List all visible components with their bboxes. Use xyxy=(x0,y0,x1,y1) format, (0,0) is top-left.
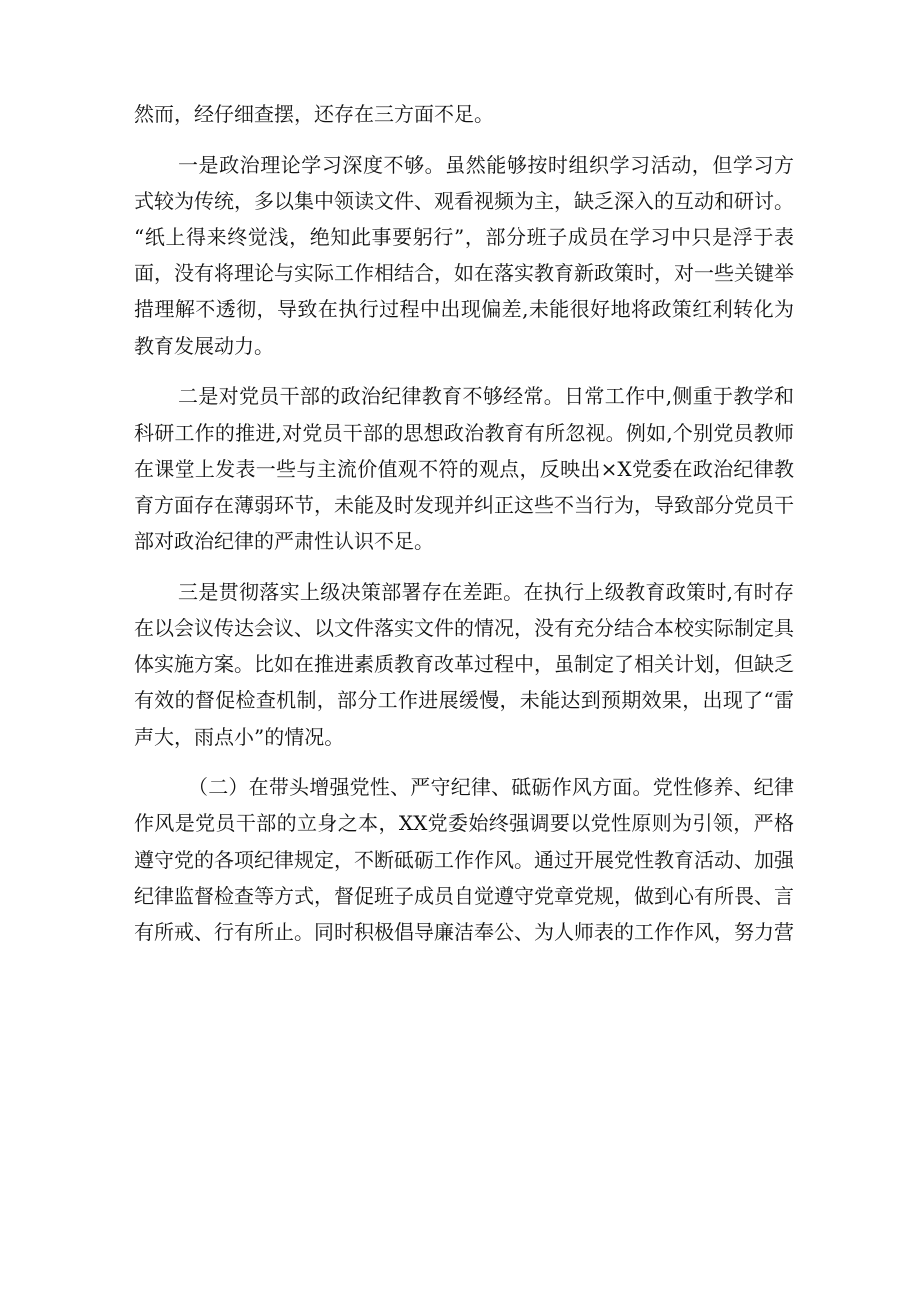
text-line: 二是对党员干部的政治纪律教育不够经常。日常工作中,侧重于教学和 xyxy=(178,384,794,409)
section-heading-line: （二）在带头增强党性、严守纪律、砥砺作风方面。党性修养、纪律 xyxy=(188,775,794,800)
text-line: 面，没有将理论与实际工作相结合，如在落实教育新政策时，对一些关键举 xyxy=(134,261,794,286)
text-line: 教育发展动力。 xyxy=(134,333,274,358)
text-line: 有所戒、行有所止。同时积极倡导廉洁奉公、为人师表的工作作风，努力营 xyxy=(134,919,794,944)
text-line: 在课堂上发表一些与主流价值观不符的观点，反映出×X党委在政治纪律教 xyxy=(134,456,794,481)
text-line: 遵守党的各项纪律规定，不断砥砺工作作风。通过开展党性教育活动、加强 xyxy=(134,847,794,872)
text-line: 在以会议传达会议、以文件落实文件的情况，没有充分结合本校实际制定具 xyxy=(134,615,794,640)
text-line: 措理解不透彻，导致在执行过程中出现偏差,未能很好地将政策红利转化为 xyxy=(134,297,794,322)
text-line: 体实施方案。比如在推进素质教育改革过程中，虽制定了相关计划，但缺乏 xyxy=(134,652,794,677)
text-line: 部对政治纪律的严肃性认识不足。 xyxy=(134,529,434,554)
text-line: “纸上得来终觉浅，绝知此事要躬行”，部分班子成员在学习中只是浮于表 xyxy=(134,225,794,250)
text-line: 声大，雨点小”的情况。 xyxy=(134,724,345,749)
text-line: 育方面存在薄弱环节，未能及时发现并纠正这些不当行为，导致部分党员干 xyxy=(134,492,794,517)
text-line: 作风是党员干部的立身之本，XX党委始终强调要以党性原则为引领，严格 xyxy=(134,811,794,836)
text-line: 有效的督促检查机制，部分工作进展缓慢，未能达到预期效果，出现了“雷 xyxy=(134,688,794,713)
text-line: 三是贯彻落实上级决策部署存在差距。在执行上级教育政策时,有时存 xyxy=(178,579,794,604)
text-line: 纪律监督检查等方式，督促班子成员自觉遵守党章党规，做到心有所畏、言 xyxy=(134,883,794,908)
text-line: 一是政治理论学习深度不够。虽然能够按时组织学习活动，但学习方 xyxy=(178,152,794,177)
document-body xyxy=(134,96,794,950)
text-line: 然而，经仔细查摆，还存在三方面不足。 xyxy=(134,102,494,126)
text-line: 式较为传统，多以集中领读文件、观看视频为主，缺乏深入的互动和研讨。 xyxy=(134,188,794,213)
text-line: 科研工作的推进,对党员干部的思想政治教育有所忽视。例如,个别党员教师 xyxy=(134,420,794,445)
